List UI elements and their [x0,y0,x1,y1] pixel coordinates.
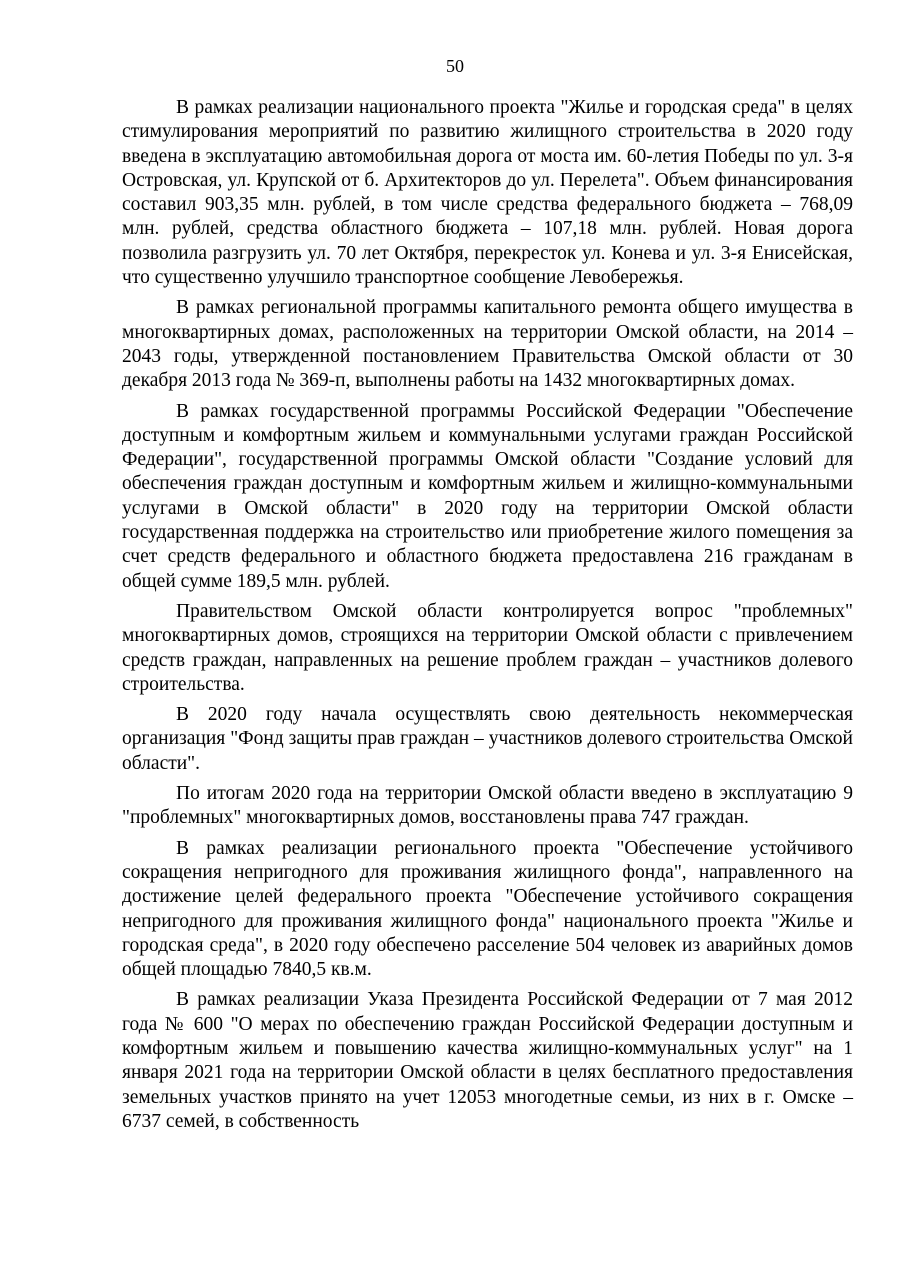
paragraph-problem-houses: Правительством Омской области контролируется вопрос "проблемных" многоквартирных домов, строящихся на территории Омской области с привлечением средств граждан, направленных на решение проблем граждан – участников долевого строительства. [122,600,853,695]
page-number: 50 [446,56,464,76]
paragraph-housing-support: В рамках государственной программы Российской Федерации "Обеспечение доступным и комфортным жильем и коммунальными услугами граждан Российской Федерации", государственной программы Омской области "Создание условий для обеспечения граждан доступным и комфортным жильем и жилищно-коммунальными услугами в Омской области" в 2020 году на территории Омской области государственная поддержка на строительство или приобретение жилого помещения за счет средств федерального и областного бюджета предоставлена 216 гражданам в общей сумме 189,5 млн. рублей. [122,400,853,592]
paragraph-capital-repair: В рамках региональной программы капитального ремонта общего имущества в многоквартирных домах, расположенных на территории Омской области, на 2014 – 2043 годы, утвержденной постановлением Правительства Омской области от 30 декабря 2013 года № 369-п, выполнены работы на 1432 многоквартирных домах. [122,297,853,392]
paragraph-2020-results: По итогам 2020 года на территории Омской области введено в эксплуатацию 9 "проблемных" многоквартирных домов, восстановлены права 747 граждан. [122,783,853,829]
paragraph-protection-fund: В 2020 году начала осуществлять свою деятельность некоммерческая организация "Фонд защиты прав граждан – участников долевого строительства Омской области". [122,704,853,774]
paragraph-national-project-road: В рамках реализации национального проекта "Жилье и городская среда" в целях стимулирования мероприятий по развитию жилищного строительства в 2020 году введена в эксплуатацию автомобильная дорога от моста им. 60-летия Победы по ул. 3-я Островская, ул. Крупской от б. Архитекторов до ул. Перелета". Объем финансирования составил 903,35 млн. рублей, в том числе средства федерального бюджета – 768,09 млн. рублей, средства областного бюджета – 107,18 млн. рублей. Новая дорога позволила разгрузить ул. 70 лет Октября, перекресток ул. Конева и ул. 3-я Енисейская, что существенно улучшило транспортное сообщение Левобережья. [122,97,853,289]
paragraph-resettlement: В рамках реализации регионального проекта "Обеспечение устойчивого сокращения непригодного для проживания жилищного фонда", направленного на достижение целей федерального проекта "Обеспечение устойчивого сокращения непригодного для проживания жилищного фонда" национального проекта "Жилье и городская среда", в 2020 году обеспечено расселение 504 человек из аварийных домов общей площадью 7840,5 кв.м. [122,837,853,981]
paragraph-presidential-decree: В рамках реализации Указа Президента Российской Федерации от 7 мая 2012 года № 600 "О мерах по обеспечению граждан Российской Федерации доступным и комфортным жильем и повышению качества жилищно-коммунальных услуг" на 1 января 2021 года на территории Омской области в целях бесплатного предоставления земельных участков принято на учет 12053 многодетные семьи, из них в г. Омске – 6737 семей, в собственность [122,989,853,1132]
document-body [122,96,853,1140]
